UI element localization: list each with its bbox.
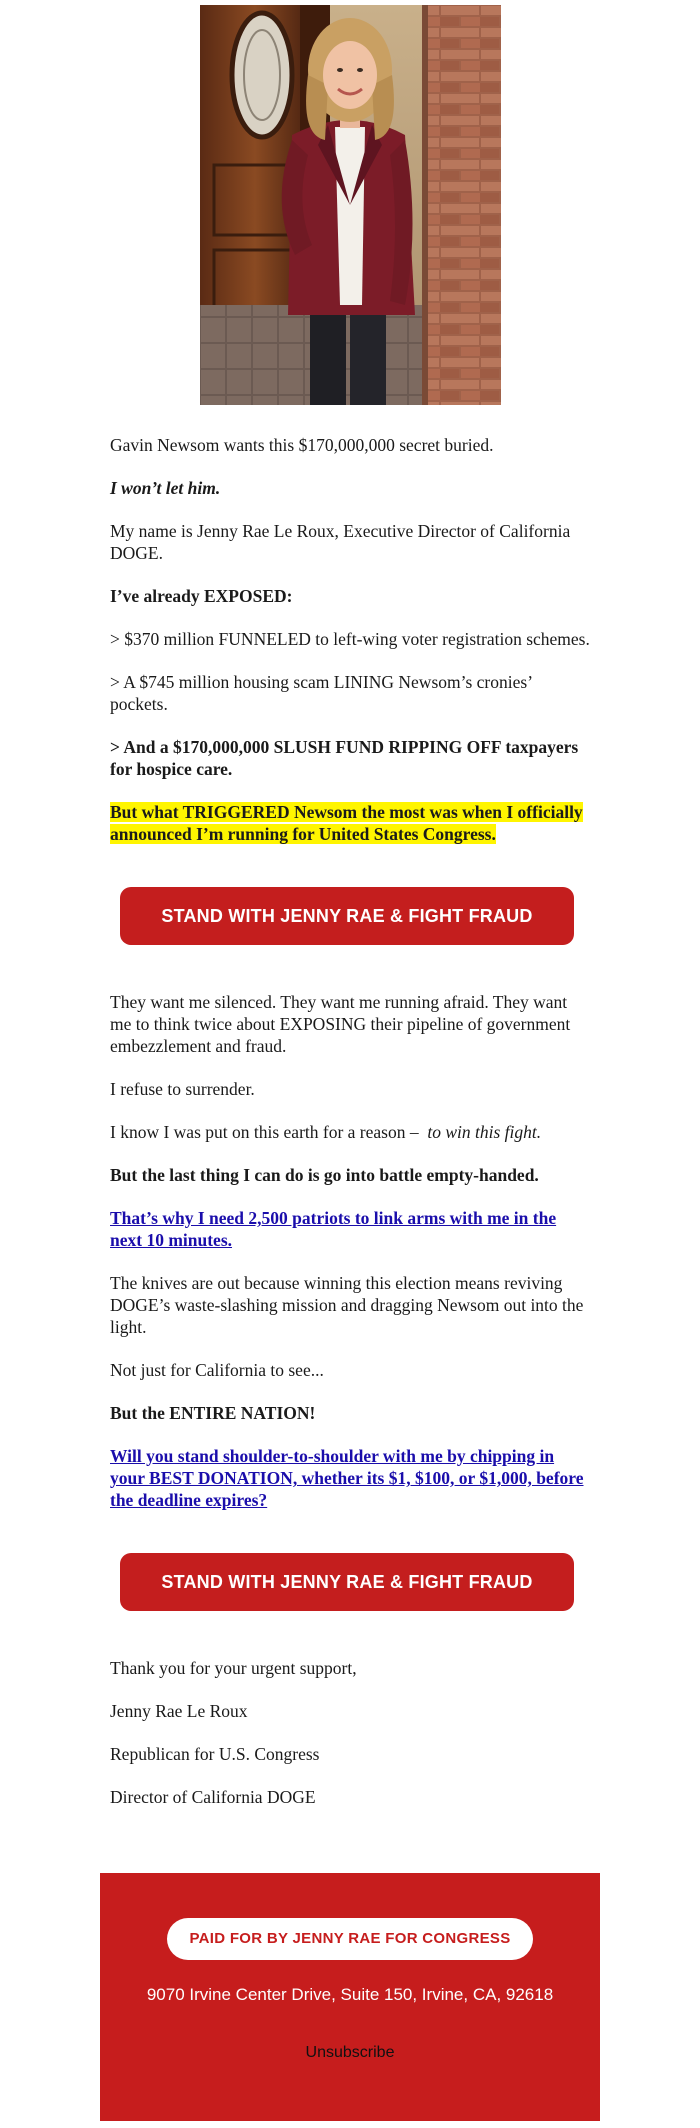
paragraph: [110, 1402, 590, 1424]
paragraph-emphasis: I won’t let him.: [110, 478, 221, 498]
hero-photo: [200, 5, 501, 405]
paragraph-bold: But the last thing I can do is go into battle empty-handed.: [110, 1165, 539, 1185]
paragraph: [110, 1445, 590, 1511]
paragraph: [110, 801, 590, 845]
donate-button[interactable]: STAND WITH JENNY RAE & FIGHT FRAUD: [120, 887, 574, 945]
signature-title: Republican for U.S. Congress: [110, 1744, 320, 1764]
paragraph: [110, 736, 590, 780]
paragraph: [110, 1164, 590, 1186]
donate-link[interactable]: That’s why I need 2,500 patriots to link arms with me in the next 10 minutes.: [110, 1208, 557, 1250]
paragraph: [110, 585, 590, 607]
signature-name: Jenny Rae Le Roux: [110, 1701, 248, 1721]
paragraph: [110, 1121, 590, 1143]
paragraph-text: I know I was put on this earth for a reason –: [110, 1122, 419, 1142]
paragraph: Gavin Newsom wants this $170,000,000 secret buried.: [110, 435, 494, 455]
paragraph-bold: > And a $170,000,000 SLUSH FUND RIPPING OFF taxpayers for hospice care.: [110, 737, 579, 779]
unsubscribe-link[interactable]: Unsubscribe: [305, 2044, 395, 2061]
paid-for-badge: PAID FOR BY JENNY RAE FOR CONGRESS: [167, 1918, 532, 1960]
footer: [100, 1873, 600, 2121]
highlighted-announcement: But what TRIGGERED Newsom the most was when I officially announced I’m running for United States Congress.: [110, 802, 583, 844]
paragraph: Not just for California to see...: [110, 1360, 324, 1380]
signature-title: Director of California DOGE: [110, 1787, 316, 1807]
paragraph: The knives are out because winning this election means reviving DOGE’s waste-slashing mission and dragging Newsom out into the light.: [110, 1273, 584, 1337]
paragraph-emphasis: to win this fight.: [427, 1122, 542, 1142]
cta-wrapper: [104, 1553, 590, 1611]
paragraph: My name is Jenny Rae Le Roux, Executive Director of California DOGE.: [110, 521, 571, 563]
cta-wrapper: [104, 887, 590, 945]
paragraph: They want me silenced. They want me running afraid. They want me to think twice about EXPOSING their pipeline of government embezzlement and fraud.: [110, 992, 571, 1056]
donate-button[interactable]: STAND WITH JENNY RAE & FIGHT FRAUD: [120, 1553, 574, 1611]
paragraph-bold: I’ve already EXPOSED:: [110, 586, 293, 606]
paragraph: [110, 1207, 590, 1251]
paragraph: I refuse to surrender.: [110, 1079, 255, 1099]
paragraph: > $370 million FUNNELED to left-wing voter registration schemes.: [110, 629, 590, 649]
closing: Thank you for your urgent support,: [110, 1658, 357, 1678]
letter-body: [110, 434, 590, 1829]
paragraph: > A $745 million housing scam LINING Newsom’s cronies’ pockets.: [110, 672, 532, 714]
footer-address: 9070 Irvine Center Drive, Suite 150, Irvine, CA, 92618: [146, 1985, 554, 2004]
paragraph: [110, 477, 590, 499]
donate-link[interactable]: Will you stand shoulder-to-shoulder with me by chipping in your BEST DONATION, whether its $1, $100, or $1,000, before the deadline expires?: [110, 1446, 584, 1510]
paragraph-bold: But the ENTIRE NATION!: [110, 1403, 316, 1423]
